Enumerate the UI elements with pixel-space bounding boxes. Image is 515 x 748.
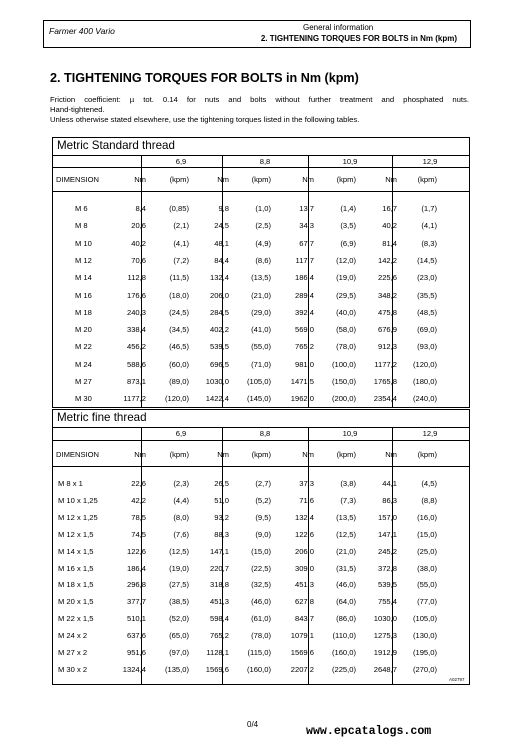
divider [53, 167, 469, 168]
torque-kpm-cell: (135,0) [164, 664, 189, 674]
torque-kpm-cell: (3,5) [340, 221, 356, 231]
torque-nm-cell: 289,4 [294, 290, 314, 300]
torque-nm-cell: 20,6 [131, 221, 146, 231]
torque-nm-cell: 456,2 [126, 342, 146, 352]
torque-kpm-cell: (58,0) [336, 325, 356, 335]
column-header-kpm: (kpm) [417, 450, 437, 459]
torque-kpm-cell: (120,0) [412, 359, 437, 369]
torque-kpm-cell: (160,0) [331, 648, 356, 657]
fine-thread-table [52, 409, 470, 685]
torque-kpm-cell: (2,7) [255, 479, 271, 488]
torque-kpm-cell: (270,0) [412, 664, 437, 674]
torque-nm-cell: 627,8 [294, 597, 314, 607]
torque-kpm-cell: (4,4) [173, 495, 189, 505]
dimension-cell: M 16 x 1,5 [58, 563, 94, 573]
torque-nm-cell: 9,8 [218, 204, 229, 213]
torque-nm-cell: 117,7 [295, 255, 314, 265]
dimension-cell: M 22 x 1,5 [58, 614, 94, 624]
divider [53, 155, 469, 156]
dimension-cell: M 30 [75, 394, 92, 404]
torque-nm-cell: 122,6 [126, 546, 146, 556]
section-name: General information [303, 23, 374, 32]
torque-kpm-cell: (195,0) [412, 648, 437, 657]
torque-nm-cell: 1962,0 [290, 394, 314, 404]
torque-nm-cell: 78,5 [131, 512, 146, 522]
torque-kpm-cell: (13,5) [251, 273, 271, 283]
torque-kpm-cell: (41,0) [251, 325, 271, 335]
torque-nm-cell: 42,2 [131, 495, 146, 505]
dimension-cell: M 20 x 1,5 [58, 597, 94, 607]
dimension-cell: M 12 [75, 255, 92, 265]
torque-nm-cell: 67,7 [299, 238, 314, 248]
torque-nm-cell: 588,6 [126, 359, 146, 369]
torque-kpm-cell: (19,0) [336, 273, 356, 283]
torque-nm-cell: 16,7 [382, 204, 397, 213]
torque-nm-cell: 402,2 [209, 325, 229, 335]
torque-kpm-cell: (2,1) [173, 221, 189, 231]
column-header-kpm: (kpm) [336, 450, 356, 459]
torque-kpm-cell: (22,5) [251, 563, 271, 573]
torque-kpm-cell: (12,5) [169, 546, 189, 556]
model-name: Farmer 400 Vario [49, 26, 115, 36]
torque-kpm-cell: (24,5) [169, 307, 189, 317]
column-header-nm: Nm [302, 450, 314, 459]
divider [53, 466, 469, 467]
torque-nm-cell: 539,5 [209, 342, 229, 352]
torque-nm-cell: 1324,4 [122, 664, 146, 674]
torque-kpm-cell: (12,0) [336, 255, 356, 265]
torque-nm-cell: 22,6 [131, 479, 146, 488]
torque-nm-cell: 1471,5 [290, 377, 314, 386]
torque-nm-cell: 132,4 [209, 273, 229, 283]
torque-nm-cell: 1128,1 [206, 648, 229, 657]
torque-nm-cell: 71,6 [299, 495, 314, 505]
torque-nm-cell: 240,3 [126, 307, 146, 317]
torque-nm-cell: 157,0 [377, 512, 397, 522]
torque-nm-cell: 1569,6 [205, 664, 229, 674]
column-header-nm: Nm [134, 450, 146, 459]
column-header-nm: Nm [385, 450, 397, 459]
dimension-cell: M 27 x 2 [58, 648, 88, 657]
torque-kpm-cell: (105,0) [412, 614, 437, 624]
torque-nm-cell: 84,4 [214, 255, 229, 265]
torque-nm-cell: 348,2 [377, 290, 397, 300]
column-header-dimension: DIMENSION [56, 175, 100, 184]
torque-kpm-cell: (32,5) [251, 580, 271, 590]
torque-kpm-cell: (46,0) [251, 597, 271, 607]
torque-kpm-cell: (8,3) [421, 238, 437, 248]
column-header-kpm: (kpm) [336, 175, 356, 184]
column-header-kpm: (kpm) [251, 175, 271, 184]
torque-nm-cell: 765,2 [294, 342, 314, 352]
column-header-nm: Nm [302, 175, 314, 184]
dimension-cell: M 24 [75, 359, 92, 369]
torque-kpm-cell: (7,3) [340, 495, 356, 505]
torque-kpm-cell: (34,5) [169, 325, 189, 335]
torque-kpm-cell: (46,0) [336, 580, 356, 590]
table-caption: Metric Standard thread [57, 139, 175, 152]
torque-kpm-cell: (55,0) [417, 580, 437, 590]
page-header [43, 20, 471, 48]
torque-kpm-cell: (15,0) [417, 529, 437, 539]
page-title: 2. TIGHTENING TORQUES FOR BOLTS in Nm (kpm) [50, 71, 359, 85]
torque-nm-cell: 122,6 [294, 529, 314, 539]
torque-kpm-cell: (86,0) [336, 614, 356, 624]
torque-kpm-cell: (55,0) [251, 342, 271, 352]
torque-kpm-cell: (11,5) [169, 273, 189, 283]
column-header-kpm: (kpm) [169, 450, 189, 459]
torque-kpm-cell: (78,0) [336, 342, 356, 352]
torque-kpm-cell: (4,1) [421, 221, 437, 231]
torque-nm-cell: 40,2 [131, 238, 146, 248]
divider [53, 191, 469, 192]
torque-kpm-cell: (19,0) [169, 563, 189, 573]
dimension-cell: M 18 x 1,5 [58, 580, 94, 590]
torque-kpm-cell: (61,0) [251, 614, 271, 624]
torque-nm-cell: 377,7 [126, 597, 146, 607]
page-number: 0/4 [247, 720, 259, 729]
torque-nm-cell: 206,0 [294, 546, 314, 556]
torque-kpm-cell: (6,9) [340, 238, 356, 248]
column-header-nm: Nm [217, 450, 229, 459]
torque-kpm-cell: (78,0) [251, 631, 271, 641]
torque-nm-cell: 951,6 [126, 648, 146, 657]
torque-kpm-cell: (38,0) [417, 563, 437, 573]
torque-kpm-cell: (46,5) [169, 342, 189, 352]
torque-nm-cell: 81,4 [382, 238, 397, 248]
intro-line: Unless otherwise stated elsewhere, use the tightening torques listed in the following tables. [50, 115, 360, 124]
dimension-cell: M 16 [75, 290, 92, 300]
grade-label: 8,8 [259, 429, 271, 438]
torque-kpm-cell: (14,5) [417, 255, 437, 265]
header-title: 2. TIGHTENING TORQUES FOR BOLTS in Nm (kpm) [260, 34, 457, 43]
torque-kpm-cell: (1,4) [340, 204, 356, 213]
torque-nm-cell: 1079,1 [290, 631, 314, 641]
column-header-kpm: (kpm) [251, 450, 271, 459]
torque-kpm-cell: (15,0) [251, 546, 271, 556]
dimension-cell: M 27 [75, 377, 92, 386]
torque-nm-cell: 451,3 [294, 580, 314, 590]
torque-kpm-cell: (1,0) [255, 204, 271, 213]
dimension-cell: M 10 x 1,25 [58, 495, 98, 505]
torque-nm-cell: 176,6 [126, 290, 146, 300]
torque-nm-cell: 206,0 [209, 290, 229, 300]
torque-kpm-cell: (60,0) [169, 359, 189, 369]
torque-kpm-cell: (31,5) [336, 563, 356, 573]
column-header-dimension: DIMENSION [56, 450, 100, 459]
column-header-kpm: (kpm) [417, 175, 437, 184]
torque-nm-cell: 34,3 [299, 221, 314, 231]
torque-kpm-cell: (150,0) [331, 377, 356, 386]
dimension-cell: M 22 [75, 342, 92, 352]
intro-text [50, 95, 469, 125]
torque-nm-cell: 1177,2 [374, 359, 397, 369]
torque-kpm-cell: (105,0) [246, 377, 271, 386]
torque-nm-cell: 37,3 [299, 479, 314, 488]
torque-nm-cell: 309,0 [294, 563, 314, 573]
torque-nm-cell: 510,1 [126, 614, 146, 624]
torque-kpm-cell: (29,5) [336, 290, 356, 300]
torque-kpm-cell: (97,0) [169, 648, 189, 657]
intro-line: Hand-tightened. [50, 105, 105, 114]
torque-nm-cell: 765,2 [209, 631, 229, 641]
torque-nm-cell: 24,5 [214, 221, 229, 231]
dimension-cell: M 20 [75, 325, 92, 335]
torque-kpm-cell: (23,0) [417, 273, 437, 283]
torque-kpm-cell: (225,0) [331, 664, 356, 674]
torque-nm-cell: 372,8 [377, 563, 397, 573]
torque-nm-cell: 1569,6 [290, 648, 314, 657]
torque-nm-cell: 2354,4 [373, 394, 397, 404]
torque-kpm-cell: (16,0) [417, 512, 437, 522]
torque-kpm-cell: (2,5) [255, 221, 271, 231]
torque-nm-cell: 13,7 [299, 204, 314, 213]
torque-kpm-cell: (4,9) [255, 238, 271, 248]
torque-nm-cell: 637,6 [126, 631, 146, 641]
grade-label: 6,9 [175, 429, 187, 438]
torque-kpm-cell: (69,0) [417, 325, 437, 335]
grade-label: 10,9 [342, 157, 358, 166]
torque-kpm-cell: (13,5) [336, 512, 356, 522]
watermark: www.epcatalogs.com [306, 725, 432, 738]
torque-kpm-cell: (200,0) [331, 394, 356, 404]
grade-label: 6,9 [175, 157, 187, 166]
torque-nm-cell: 755,4 [377, 597, 397, 607]
torque-nm-cell: 451,3 [209, 597, 229, 607]
torque-nm-cell: 142,2 [377, 255, 397, 265]
torque-kpm-cell: (1,7) [421, 204, 437, 213]
torque-kpm-cell: (18,0) [169, 290, 189, 300]
dimension-cell: M 18 [75, 307, 92, 317]
grade-label: 8,8 [259, 157, 271, 166]
torque-nm-cell: 112,8 [127, 273, 146, 283]
torque-nm-cell: 186,4 [126, 563, 146, 573]
standard-thread-table [52, 137, 470, 408]
torque-kpm-cell: (77,0) [417, 597, 437, 607]
torque-nm-cell: 70,6 [131, 255, 146, 265]
torque-nm-cell: 569,0 [294, 325, 314, 335]
torque-kpm-cell: (89,0) [169, 377, 189, 386]
torque-nm-cell: 843,7 [294, 614, 314, 624]
torque-kpm-cell: (160,0) [246, 664, 271, 674]
torque-nm-cell: 296,8 [126, 580, 146, 590]
torque-nm-cell: 86,3 [382, 495, 397, 505]
dimension-cell: M 24 x 2 [58, 631, 88, 641]
torque-nm-cell: 318,8 [209, 580, 229, 590]
torque-nm-cell: 873,1 [126, 377, 146, 386]
torque-kpm-cell: (25,0) [417, 546, 437, 556]
torque-nm-cell: 26,5 [214, 479, 229, 488]
torque-kpm-cell: (9,5) [255, 512, 271, 522]
column-header-nm: Nm [385, 175, 397, 184]
grade-label: 10,9 [342, 429, 358, 438]
dimension-cell: M 8 [75, 221, 88, 231]
torque-kpm-cell: (110,0) [332, 631, 356, 641]
torque-nm-cell: 40,2 [382, 221, 397, 231]
torque-nm-cell: 74,5 [131, 529, 146, 539]
torque-nm-cell: 981,0 [294, 359, 314, 369]
torque-nm-cell: 2648,7 [373, 664, 397, 674]
torque-kpm-cell: (0,85) [169, 204, 189, 213]
torque-kpm-cell: (64,0) [336, 597, 356, 607]
torque-kpm-cell: (8,0) [173, 512, 189, 522]
torque-kpm-cell: (8,6) [255, 255, 271, 265]
dimension-cell: M 30 x 2 [58, 664, 88, 674]
torque-kpm-cell: (71,0) [251, 359, 271, 369]
torque-kpm-cell: (40,0) [336, 307, 356, 317]
torque-kpm-cell: (145,0) [246, 394, 271, 404]
torque-kpm-cell: (240,0) [412, 394, 437, 404]
torque-nm-cell: 1765,8 [373, 377, 397, 386]
torque-kpm-cell: (21,0) [336, 546, 356, 556]
torque-nm-cell: 1275,3 [373, 631, 397, 641]
torque-nm-cell: 1912,9 [373, 648, 397, 657]
torque-nm-cell: 1177,2 [123, 394, 146, 404]
torque-kpm-cell: (130,0) [412, 631, 437, 641]
table-caption: Metric fine thread [57, 411, 147, 424]
figure-code: A02797 [449, 677, 465, 682]
torque-kpm-cell: (7,6) [173, 529, 189, 539]
torque-kpm-cell: (93,0) [417, 342, 437, 352]
torque-nm-cell: 147,1 [209, 546, 229, 556]
torque-kpm-cell: (5,2) [255, 495, 271, 505]
dimension-cell: M 12 x 1,25 [58, 512, 98, 522]
torque-nm-cell: 475,8 [377, 307, 397, 317]
torque-kpm-cell: (38,5) [169, 597, 189, 607]
torque-kpm-cell: (27,5) [169, 580, 189, 590]
torque-nm-cell: 676,9 [377, 325, 397, 335]
dimension-cell: M 8 x 1 [58, 479, 83, 488]
torque-kpm-cell: (100,0) [331, 359, 356, 369]
divider [53, 440, 469, 441]
torque-nm-cell: 51,0 [214, 495, 229, 505]
torque-kpm-cell: (4,1) [173, 238, 189, 248]
torque-nm-cell: 392,4 [294, 307, 314, 317]
torque-kpm-cell: (2,3) [173, 479, 189, 488]
torque-nm-cell: 8,4 [135, 204, 146, 213]
torque-nm-cell: 1030,0 [205, 377, 229, 386]
torque-kpm-cell: (21,0) [251, 290, 271, 300]
dimension-cell: M 6 [75, 204, 88, 213]
dimension-cell: M 14 [75, 273, 92, 283]
torque-nm-cell: 48,1 [214, 238, 229, 248]
grade-label: 12,9 [422, 429, 438, 438]
column-header-kpm: (kpm) [169, 175, 189, 184]
torque-kpm-cell: (8,8) [421, 495, 437, 505]
torque-nm-cell: 1422,4 [205, 394, 229, 404]
torque-nm-cell: 598,4 [209, 614, 229, 624]
torque-kpm-cell: (3,8) [340, 479, 356, 488]
torque-kpm-cell: (115,0) [247, 648, 271, 657]
torque-nm-cell: 245,2 [377, 546, 397, 556]
torque-nm-cell: 696,5 [209, 359, 229, 369]
torque-nm-cell: 338,4 [126, 325, 146, 335]
torque-nm-cell: 88,3 [214, 529, 229, 539]
dimension-cell: M 14 x 1,5 [58, 546, 94, 556]
torque-nm-cell: 284,5 [209, 307, 229, 317]
column-header-nm: Nm [134, 175, 146, 184]
torque-nm-cell: 2207,2 [290, 664, 314, 674]
torque-kpm-cell: (48,5) [417, 307, 437, 317]
torque-nm-cell: 220,7 [209, 563, 229, 573]
torque-kpm-cell: (180,0) [412, 377, 437, 386]
torque-kpm-cell: (65,0) [169, 631, 189, 641]
torque-kpm-cell: (4,5) [421, 479, 437, 488]
torque-kpm-cell: (29,0) [251, 307, 271, 317]
torque-kpm-cell: (120,0) [164, 394, 189, 404]
torque-nm-cell: 186,4 [294, 273, 314, 283]
torque-nm-cell: 1030,0 [373, 614, 397, 624]
torque-kpm-cell: (35,5) [417, 290, 437, 300]
torque-kpm-cell: (9,0) [255, 529, 271, 539]
torque-kpm-cell: (7,2) [173, 255, 189, 265]
dimension-cell: M 10 [75, 238, 92, 248]
torque-nm-cell: 539,5 [377, 580, 397, 590]
column-header-nm: Nm [217, 175, 229, 184]
torque-nm-cell: 225,6 [377, 273, 397, 283]
torque-kpm-cell: (52,0) [169, 614, 189, 624]
intro-line: Friction coefficient: µ tot. 0.14 for nuts and bolts without further treatment and phosphated nuts. [50, 95, 469, 104]
torque-kpm-cell: (12,5) [336, 529, 356, 539]
torque-nm-cell: 912,3 [377, 342, 397, 352]
divider [53, 427, 469, 428]
torque-nm-cell: 44,1 [382, 479, 397, 488]
torque-nm-cell: 93,2 [214, 512, 229, 522]
torque-nm-cell: 132,4 [294, 512, 314, 522]
torque-nm-cell: 147,1 [377, 529, 397, 539]
grade-label: 12,9 [422, 157, 438, 166]
dimension-cell: M 12 x 1,5 [58, 529, 94, 539]
